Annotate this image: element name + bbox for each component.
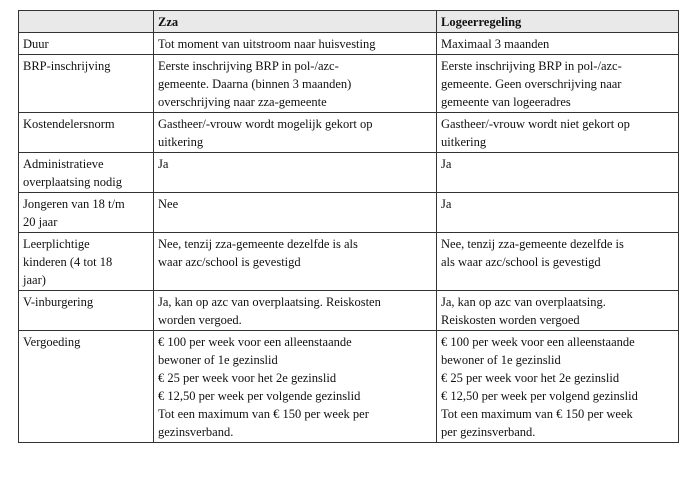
table-row	[19, 331, 679, 443]
cell-text-line: Maximaal 3 maanden	[441, 37, 550, 51]
cell-text-line: € 12,50 per week per volgend gezinslid	[441, 389, 638, 403]
logeer-cell	[437, 193, 679, 233]
cell-text-line: Eerste inschrijving BRP in pol-/azc-	[441, 59, 622, 73]
zza-cell	[154, 331, 437, 443]
zza-cell	[154, 33, 437, 55]
header-zza: Zza	[154, 11, 437, 33]
cell-text-line: overschrijving naar zza-gemeente	[158, 95, 327, 109]
row-label-cell	[19, 233, 154, 291]
cell-text-line: Nee, tenzij zza-gemeente dezelfde is	[441, 237, 624, 251]
cell-text-line: jaar)	[23, 273, 46, 287]
cell-text-line: kinderen (4 tot 18	[23, 255, 113, 269]
table-row	[19, 113, 679, 153]
logeer-cell	[437, 331, 679, 443]
cell-text-line: gemeente. Daarna (binnen 3 maanden)	[158, 77, 352, 91]
cell-text-line: Reiskosten worden vergoed	[441, 313, 580, 327]
cell-text-line: als waar azc/school is gevestigd	[441, 255, 601, 269]
cell-text-line: Eerste inschrijving BRP in pol-/azc-	[158, 59, 339, 73]
cell-text-line: € 100 per week voor een alleenstaande	[441, 335, 635, 349]
cell-text-line: Jongeren van 18 t/m	[23, 197, 125, 211]
table-row	[19, 193, 679, 233]
cell-text-line: € 12,50 per week per volgende gezinslid	[158, 389, 361, 403]
cell-text-line: overplaatsing nodig	[23, 175, 122, 189]
row-label-cell	[19, 291, 154, 331]
table-body	[19, 33, 679, 443]
cell-text-line: Ja, kan op azc van overplaatsing.	[441, 295, 606, 309]
row-label-cell	[19, 33, 154, 55]
cell-text-line: Ja	[158, 157, 169, 171]
cell-text-line: per gezinsverband.	[441, 425, 536, 439]
logeer-cell	[437, 113, 679, 153]
cell-text-line: V-inburgering	[23, 295, 94, 309]
cell-text-line: Ja	[441, 197, 452, 211]
logeer-cell	[437, 33, 679, 55]
document-page	[18, 10, 678, 443]
table-row	[19, 153, 679, 193]
zza-cell	[154, 153, 437, 193]
cell-text-line: Tot een maximum van € 150 per week per	[158, 407, 369, 421]
zza-cell	[154, 55, 437, 113]
cell-text-line: Gastheer/-vrouw wordt niet gekort op	[441, 117, 630, 131]
comparison-table	[18, 10, 679, 443]
cell-text-line: uitkering	[441, 135, 487, 149]
cell-text-line: Duur	[23, 37, 49, 51]
cell-text-line: Ja, kan op azc van overplaatsing. Reiskosten	[158, 295, 381, 309]
logeer-cell	[437, 291, 679, 331]
table-row	[19, 33, 679, 55]
logeer-cell	[437, 153, 679, 193]
cell-text-line: Administratieve	[23, 157, 104, 171]
row-label-cell	[19, 113, 154, 153]
zza-cell	[154, 291, 437, 331]
cell-text-line: Tot een maximum van € 150 per week	[441, 407, 633, 421]
row-label-cell	[19, 153, 154, 193]
cell-text-line: BRP-inschrijving	[23, 59, 111, 73]
cell-text-line: € 25 per week voor het 2e gezinslid	[441, 371, 620, 385]
row-label-cell	[19, 331, 154, 443]
row-label-cell	[19, 55, 154, 113]
cell-text-line: Vergoeding	[23, 335, 81, 349]
cell-text-line: bewoner of 1e gezinslid	[441, 353, 561, 367]
cell-text-line: Gastheer/-vrouw wordt mogelijk gekort op	[158, 117, 373, 131]
cell-text-line: Kostendelersnorm	[23, 117, 115, 131]
cell-text-line: € 100 per week voor een alleenstaande	[158, 335, 352, 349]
header-corner-cell	[19, 11, 154, 33]
table-header-row	[19, 11, 679, 33]
cell-text-line: gemeente. Geen overschrijving naar	[441, 77, 622, 91]
zza-cell	[154, 113, 437, 153]
cell-text-line: Ja	[441, 157, 452, 171]
cell-text-line: gemeente van logeeradres	[441, 95, 571, 109]
logeer-cell	[437, 233, 679, 291]
logeer-cell	[437, 55, 679, 113]
cell-text-line: Nee	[158, 197, 179, 211]
zza-cell	[154, 233, 437, 291]
cell-text-line: gezinsverband.	[158, 425, 234, 439]
cell-text-line: bewoner of 1e gezinslid	[158, 353, 278, 367]
table-row	[19, 291, 679, 331]
row-label-cell	[19, 193, 154, 233]
zza-cell	[154, 193, 437, 233]
cell-text-line: Leerplichtige	[23, 237, 90, 251]
cell-text-line: Nee, tenzij zza-gemeente dezelfde is als	[158, 237, 358, 251]
cell-text-line: waar azc/school is gevestigd	[158, 255, 301, 269]
table-row	[19, 55, 679, 113]
cell-text-line: uitkering	[158, 135, 204, 149]
table-row	[19, 233, 679, 291]
cell-text-line: € 25 per week voor het 2e gezinslid	[158, 371, 337, 385]
cell-text-line: 20 jaar	[23, 215, 58, 229]
cell-text-line: Tot moment van uitstroom naar huisvesting	[158, 37, 376, 51]
cell-text-line: worden vergoed.	[158, 313, 242, 327]
header-logeerregeling: Logeerregeling	[437, 11, 679, 33]
